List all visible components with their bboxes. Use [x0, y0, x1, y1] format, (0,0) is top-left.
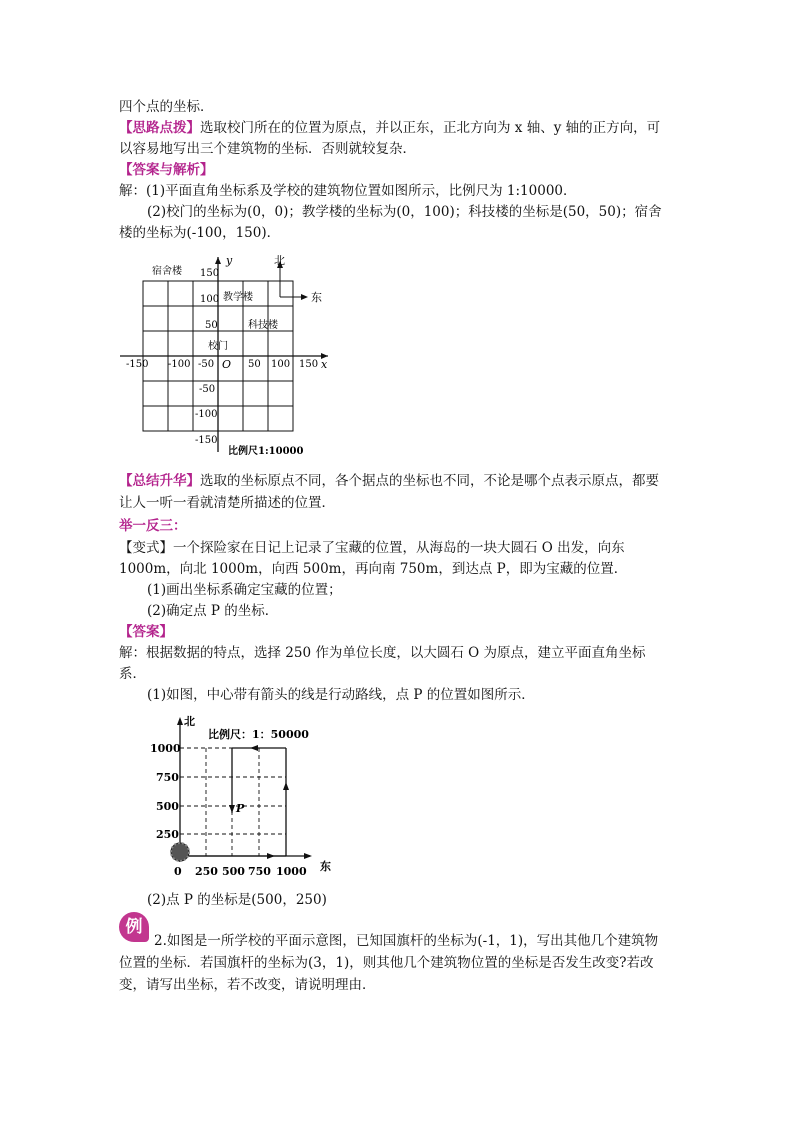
fig2-north: 北	[184, 715, 195, 728]
fig2-ytick: 750	[156, 771, 179, 784]
fig2-xtick: 250	[195, 865, 218, 878]
fig2-ytick: 1000	[150, 742, 181, 755]
question-1: (1)画出坐标系确定宝藏的位置；	[147, 582, 342, 598]
hint-line	[119, 118, 660, 138]
answer-analysis-heading: 【答案与解析】	[119, 162, 214, 178]
fig1-ytick: 50	[205, 320, 218, 331]
fig1-xtick: 100	[271, 359, 291, 370]
fig1-ytick: 150	[200, 268, 220, 279]
summary-tag: 【总结升华】	[119, 473, 200, 489]
fig2-east: 东	[320, 860, 331, 873]
solution-line-3: 楼的坐标为(-100，150)．	[119, 225, 281, 241]
treasure-route-figure	[140, 712, 340, 882]
example-line-2: 位置的坐标．若国旗杆的坐标为(3，1)，则其他几个建筑物位置的坐标是否发生改变?若改	[119, 955, 654, 971]
fig1-origin: O	[222, 358, 232, 371]
fig2-ytick: 250	[156, 828, 179, 841]
fig2-scale: 比例尺：1：50000	[208, 728, 309, 741]
fig1-y-label: y	[226, 254, 233, 267]
example-line-1: 2.如图是一所学校的平面示意图，已知国旗杆的坐标为(-1，1)，写出其他几个建筑物	[154, 933, 659, 949]
fig1-east: 东	[311, 291, 322, 304]
fig1-north: 北	[274, 254, 285, 267]
question-2: (2)确定点 P 的坐标．	[147, 603, 279, 619]
fig1-xtick: 50	[248, 359, 261, 370]
fig1-ytick: -150	[195, 435, 218, 446]
answer-line-2: 系．	[119, 666, 146, 682]
variant-line-2: 1000m，向北 1000m，向西 500m，再向南 750m，到达点 P，即为宝藏的位置．	[119, 561, 628, 577]
hint-tag: 【思路点拨】	[119, 120, 200, 136]
answer-line-3: (1)如图，中心带有箭头的线是行动路线，点 P 的位置如图所示．	[147, 687, 535, 703]
fig1-ytick: -50	[199, 384, 216, 395]
answer-line-4: (2)点 P 的坐标是(500，250)	[147, 892, 327, 908]
fig2-xtick: 500	[222, 865, 245, 878]
fig1-x-label: x	[321, 358, 328, 371]
intro-line: 四个点的坐标．	[119, 99, 214, 115]
summary-line-2: 让人一听一看就清楚所描述的位置．	[119, 495, 335, 511]
hint-line-2: 以容易地写出三个建筑物的坐标．否则就较复杂．	[119, 141, 416, 157]
summary-line	[119, 471, 659, 491]
fig1-xtick: -150	[126, 359, 149, 370]
fig1-ytick: 100	[200, 294, 220, 305]
fig1-tech-label: 科技楼	[248, 320, 278, 331]
fig2-xtick: 0	[174, 865, 182, 878]
example-line-3: 变，请写出坐标，若不改变，请说明理由．	[119, 977, 376, 993]
juyi-heading: 举一反三：	[119, 518, 187, 534]
fig1-xtick: -100	[168, 359, 191, 370]
campus-coordinate-figure	[118, 252, 340, 462]
answer-line-1: 解：根据数据的特点，选择 250 作为单位长度，以大圆石 O 为原点，建立平面直角坐标	[119, 645, 646, 661]
fig1-xtick: 150	[299, 359, 319, 370]
fig1-dorm-label: 宿舍楼	[152, 266, 182, 277]
fig2-ytick: 500	[156, 800, 179, 813]
hint-text: 选取校门所在的位置为原点，并以正东，正北方向为 x 轴、y 轴的正方向，可	[200, 120, 661, 136]
fig1-teach-label: 教学楼	[223, 292, 253, 303]
fig1-scale: 比例尺1:10000	[228, 446, 304, 457]
summary-text: 选取的坐标原点不同，各个据点的坐标也不同，不论是哪个点表示原点，都要	[200, 473, 659, 489]
solution-line-1: 解：(1)平面直角坐标系及学校的建筑物位置如图所示，比例尺为 1:10000．	[119, 183, 577, 199]
fig2-xtick: 1000	[276, 865, 307, 878]
solution-line-2: (2)校门的坐标为(0，0)；教学楼的坐标为(0，100)；科技楼的坐标是(50，50)；宿舍	[147, 204, 662, 220]
variant-line-1: 【变式】一个探险家在日记上记录了宝藏的位置，从海岛的一块大圆石 O 出发，向东	[119, 540, 625, 556]
fig1-gate-label: 校门	[208, 341, 228, 352]
fig1-ytick: -100	[195, 409, 218, 420]
fig1-xtick: -50	[198, 359, 215, 370]
fig2-xtick: 750	[248, 865, 271, 878]
fig2-point-p: P	[236, 802, 245, 815]
answer-heading: 【答案】	[119, 624, 173, 640]
example-badge: 例	[119, 912, 149, 942]
